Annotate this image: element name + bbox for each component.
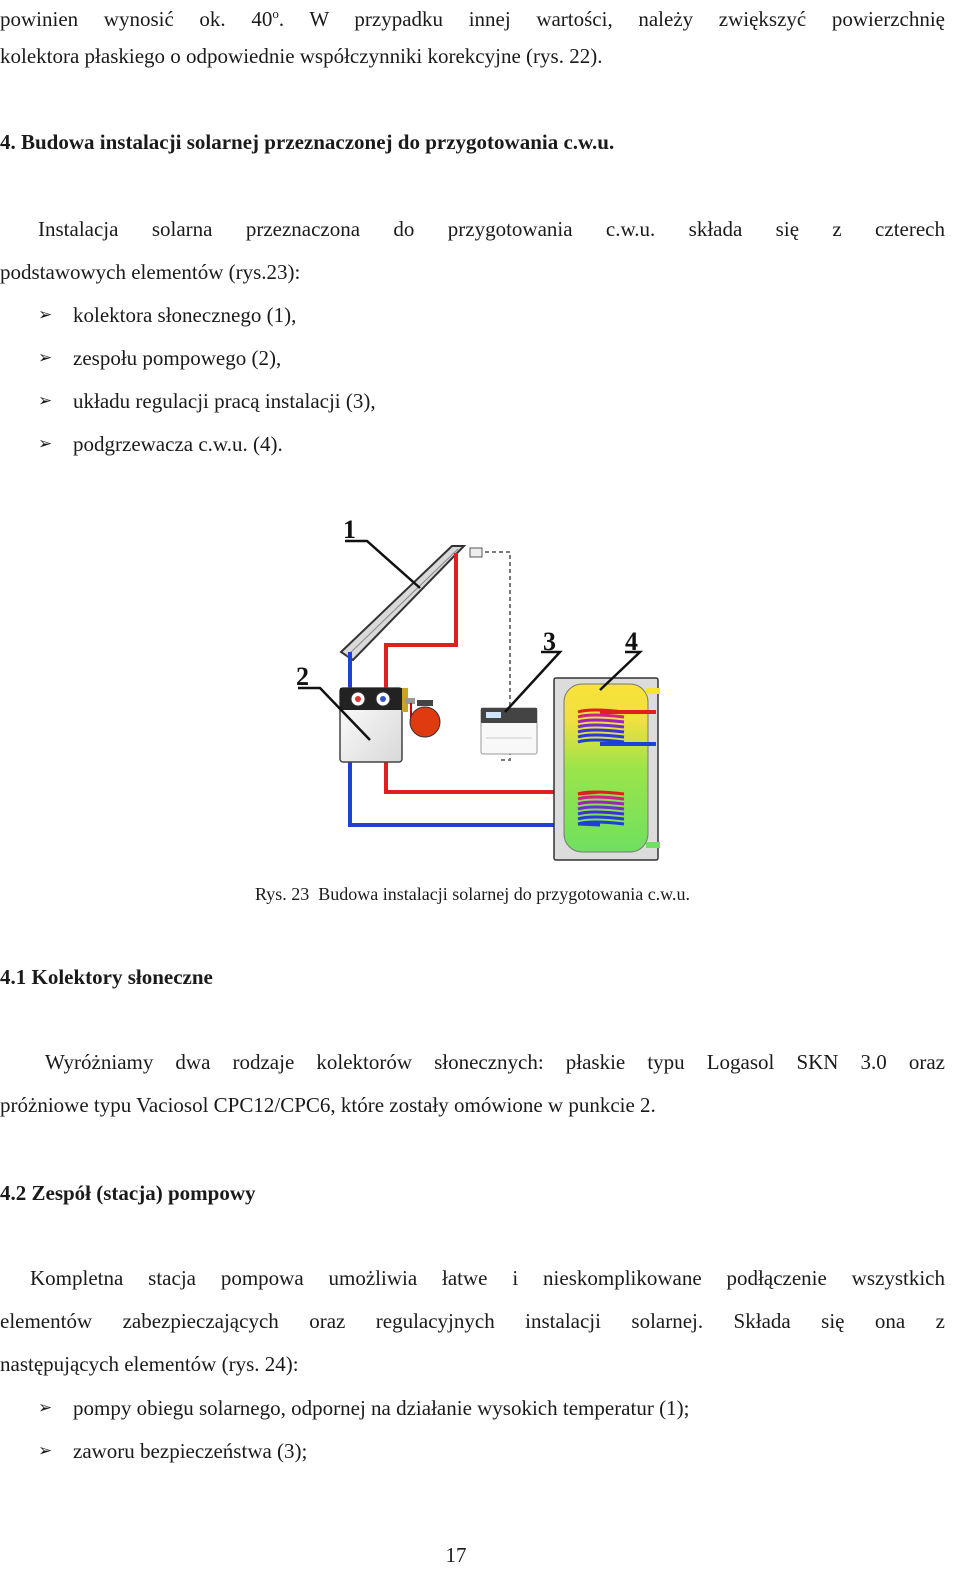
- list-item: [0, 1430, 689, 1473]
- section-4-1-para-line-2: próżniowe typu Vaciosol CPC12/CPC6, które zostały omówione w punkcie 2.: [0, 1093, 656, 1117]
- component-list: [0, 294, 376, 466]
- intro-line-1-text: powinien wynosić ok. 40: [0, 7, 273, 31]
- cold-water-inlet: [646, 842, 660, 848]
- figure-label-2: 2: [296, 662, 309, 691]
- list-item-text: pompy obiegu solarnego, odpornej na działanie wysokich temperatur (1);: [73, 1396, 690, 1420]
- list-item-text: podgrzewacza c.w.u. (4).: [73, 432, 283, 456]
- section-4-2-para-line-2-text: elementów zabezpieczających oraz regulacyjnych instalacji solarnej. Składa się ona z: [0, 1309, 945, 1333]
- list-item: [0, 337, 376, 380]
- figure-label-3: 3: [543, 627, 556, 656]
- page-number: 17: [445, 1543, 467, 1567]
- figure-caption: [0, 880, 945, 908]
- arrow-bullet-icon: ➢: [38, 305, 53, 325]
- section-4-2-para-line-1-text: Kompletna stacja pompowa umożliwia łatwe i nieskomplikowane podłączenie wszystkich: [30, 1266, 945, 1290]
- leader-line-3: [505, 652, 560, 712]
- list-item-text: układu regulacji pracą instalacji (3),: [73, 389, 376, 413]
- intro-line-1-rest: . W przypadku innej wartości, należy zwiększyć powierzchnię: [278, 7, 945, 31]
- arrow-bullet-icon: ➢: [38, 348, 53, 368]
- figure-caption-label: Rys. 23: [254, 884, 310, 904]
- section-4-1-heading: 4.1 Kolektory słoneczne: [0, 965, 213, 989]
- figure-caption-text: Budowa instalacji solarnej do przygotowania c.w.u.: [318, 884, 691, 904]
- expansion-vessel: [410, 707, 440, 737]
- list-item: [0, 1387, 689, 1430]
- arrow-bullet-icon: ➢: [38, 391, 53, 411]
- arrow-bullet-icon: ➢: [38, 434, 53, 454]
- arrow-bullet-icon: ➢: [38, 1441, 53, 1461]
- list-item: [0, 380, 376, 423]
- figure-label-4: 4: [625, 627, 638, 656]
- list-item-text: zaworu bezpieczeństwa (3);: [73, 1439, 308, 1463]
- section-4-para-line-1: [0, 208, 945, 251]
- list-item-text: zespołu pompowego (2),: [73, 346, 282, 370]
- section-4-1-para-line-1-text: Wyróżniamy dwa rodzaje kolektorów słonecznych: płaskie typu Logasol SKN 3.0 oraz: [45, 1050, 945, 1074]
- list-item: [0, 423, 376, 466]
- section-4-2-para-line-3: następujących elementów (rys. 24):: [0, 1352, 299, 1376]
- solar-installation-diagram: [0, 500, 960, 870]
- intro-line-2: kolektora płaskiego o odpowiednie współczynniki korekcyjne (rys. 22).: [0, 44, 603, 68]
- pump-station-components-list: [0, 1387, 689, 1473]
- figure-label-1: 1: [343, 515, 356, 544]
- list-item-text: kolektora słonecznego (1),: [73, 303, 297, 327]
- section-4-2-heading: 4.2 Zespół (stacja) pompowy: [0, 1181, 256, 1205]
- collector-sensor: [470, 548, 482, 557]
- arrow-bullet-icon: ➢: [38, 1398, 53, 1418]
- leader-line-1: [345, 541, 420, 588]
- section-4-2-para-line-1: [0, 1257, 945, 1300]
- section-4-para-line-1-text: Instalacja solarna przeznaczona do przygotowania c.w.u. składa się z czterech: [38, 217, 945, 241]
- degree-superscript: o: [272, 6, 279, 21]
- list-item: [0, 294, 376, 337]
- section-4-para-line-2: podstawowych elementów (rys.23):: [0, 260, 301, 284]
- section-4-1-para-line-1: [0, 1041, 945, 1084]
- section-4-heading: 4. Budowa instalacji solarnej przeznaczonej do przygotowania c.w.u.: [0, 130, 615, 154]
- hot-water-outlet: [646, 688, 660, 694]
- section-4-2-para-line-2: [0, 1300, 945, 1343]
